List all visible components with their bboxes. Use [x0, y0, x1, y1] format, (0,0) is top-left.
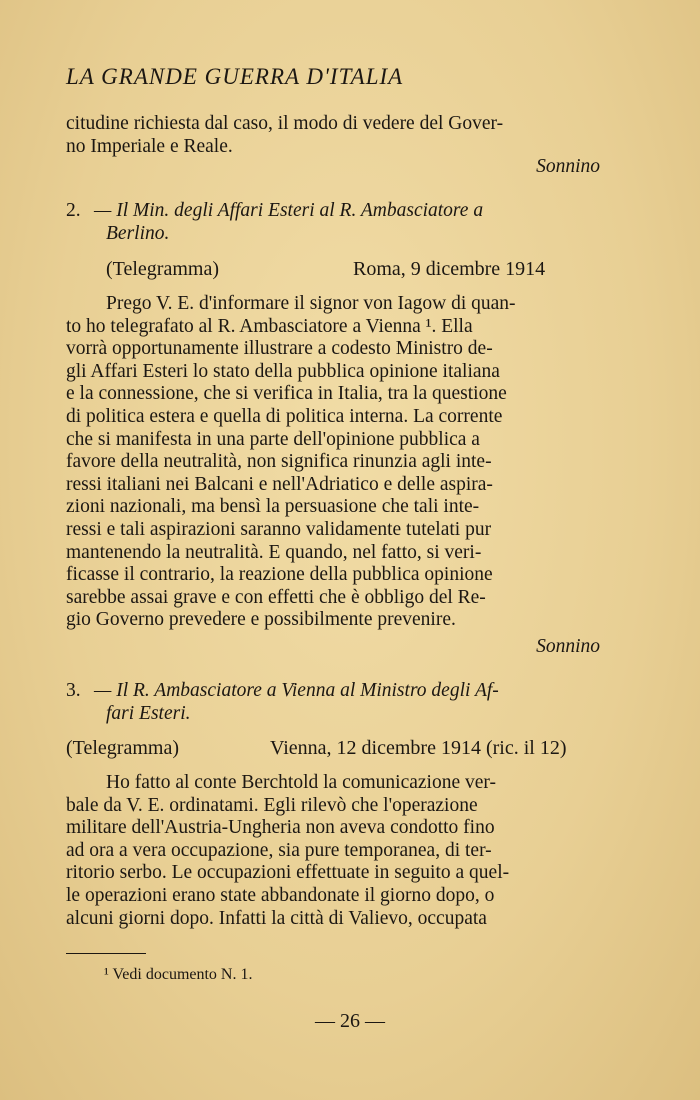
text-line: citudine richiesta dal caso, il modo di vedere del Gover- [66, 113, 504, 134]
text-line: no Imperiale e Reale. [66, 135, 233, 157]
text-line: Prego V. E. d'informare il signor von Iagow di quan- [106, 293, 516, 314]
text-line: le operazioni erano state abbandonate il giorno dopo, o [66, 884, 495, 906]
document-number: 3. [66, 680, 81, 701]
document-title: — Il R. Ambasciatore a Vienna al Ministro degli Af- [94, 680, 499, 701]
text-line: Ho fatto al conte Berchtold la comunicazione ver- [106, 772, 496, 793]
text-line: zioni nazionali, ma bensì la persuasione che tali inte- [66, 496, 480, 518]
text-line: sarebbe assai grave e con effetti che è obbligo del Re- [66, 586, 486, 608]
text-line: mantenendo la neutralità. E quando, nel fatto, si veri- [66, 541, 482, 563]
text-line: alcuni giorni dopo. Infatti la città di Valievo, occupata [66, 907, 487, 929]
footnote-rule [66, 953, 146, 954]
text-line: ad ora a vera occupazione, sia pure temporanea, di ter- [66, 839, 492, 861]
text-line: gli Affari Esteri lo stato della pubblica opinione italiana [66, 360, 500, 382]
telegram-label: (Telegramma) [66, 737, 179, 759]
page-number: — 26 — [315, 1010, 385, 1032]
text-line: favore della neutralità, non significa rinunzia agli inte- [66, 451, 492, 473]
text-line: ritorio serbo. Le occupazioni effettuate in seguito a quel- [66, 862, 510, 884]
text-line: ficasse il contrario, la reazione della pubblica opinione [66, 564, 493, 586]
document-title-cont: fari Esteri. [106, 702, 191, 724]
continuation-text [66, 113, 642, 158]
text-line: di politica estera e quella di politica interna. La corrente [66, 405, 503, 427]
text-line: ressi e tali aspirazioni saranno validamente tutelati pur [66, 518, 492, 540]
document-3-body [66, 772, 642, 930]
document-2-body [66, 293, 642, 632]
document-title-cont: Berlino. [106, 222, 170, 244]
place-date: Roma, 9 dicembre 1914 [353, 258, 546, 280]
text-line: militare dell'Austria-Ungheria non aveva condotto fino [66, 817, 495, 839]
signature-sonnino-2: Sonnino [536, 636, 600, 657]
text-line: to ho telegrafato al R. Ambasciatore a Vienna ¹. Ella [66, 315, 473, 337]
text-line: bale da V. E. ordinatami. Egli rilevò che l'operazione [66, 794, 478, 816]
document-2-heading [66, 200, 642, 245]
text-line: ressi italiani nei Balcani e nell'Adriatico e delle aspira- [66, 473, 493, 495]
text-line: e la connessione, che si verifica in Italia, tra la questione [66, 383, 507, 405]
text-line: che si manifesta in una parte dell'opinione pubblica a [66, 428, 480, 450]
place-date: Vienna, 12 dicembre 1914 (ric. il 12) [270, 737, 567, 759]
signature-sonnino-1: Sonnino [536, 156, 600, 177]
document-number: 2. [66, 200, 81, 221]
footnote: ¹ Vedi documento N. 1. [104, 966, 253, 983]
document-title: — Il Min. degli Affari Esteri al R. Ambasciatore a [94, 200, 484, 221]
document-3-heading [66, 680, 642, 725]
running-head: LA GRANDE GUERRA D'ITALIA [66, 64, 404, 89]
telegram-label: (Telegramma) [106, 258, 219, 280]
text-line: gio Governo prevedere e possibilmente prevenire. [66, 609, 456, 631]
text-line: vorrà opportunamente illustrare a codesto Ministro de- [66, 338, 493, 360]
